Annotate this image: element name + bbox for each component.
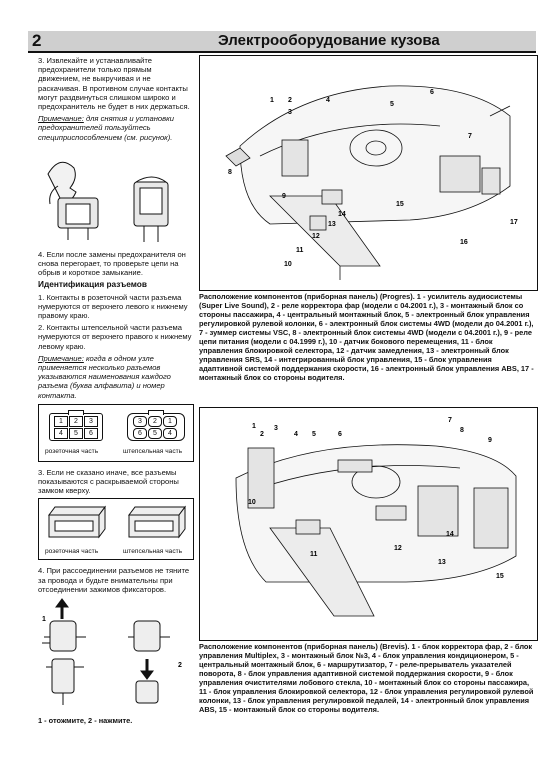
callout-number: 14: [338, 211, 346, 218]
socket-pin: 2: [69, 416, 83, 427]
plug-pin: 2: [148, 416, 162, 427]
plug-label: штепсельная часть: [123, 447, 183, 455]
plug-pin: 5: [148, 428, 162, 439]
note-label: Примечание:: [38, 353, 84, 363]
connector-view-illustration: [39, 499, 195, 545]
callout-number: 4: [294, 431, 298, 438]
callout-number: 10: [284, 261, 292, 268]
callout-number: 5: [390, 101, 394, 108]
page-title: Электрооборудование кузова: [218, 32, 440, 49]
note-fuse-tool: [38, 114, 194, 142]
plug-pin: 1: [163, 416, 177, 427]
callout-number: 3: [288, 109, 292, 116]
page-header: [28, 31, 536, 53]
callout-number: 17: [510, 219, 518, 226]
callout-number: 11: [310, 551, 318, 558]
left-figure-caption: 1 - отожмите, 2 - нажмите.: [38, 716, 133, 725]
callout-number: 1: [270, 97, 274, 104]
figure-progres-caption: Расположение компонентов (приборная панель) (Progres). 1 - усилитель аудиосистемы (Super Live Sound), 2 - реле корректора фар (модели с 04.2001 г.), 3 - монтажный блок со стороны пассажира, 4 - центральный монтажный блок, 5 - электронный блок управления регулировкой рулевой колонки, 6 - электронный блок системы 4WD (модели до 04.2001 г.), 7 - зуммер системы VSC, 8 - электронный блок системы 4WD (модели с 04.2001 г.), 9 - реле цепи питания (модели с 04.1999 г.), 10 - датчик бокового перемещения, 11 - блок управления блокировкой селектора, 12 - датчик замедления, 13 - электронный блок управления SRS, 14 - интегрированный блок управления, 15 - блок управления адаптивной системой поддержания скорости, 16 - электронный блок управления ABS, 17 - монтажный блок со стороны водителя.: [199, 292, 534, 382]
callout-number: 14: [446, 531, 454, 538]
dashboard-diagram-progres: [200, 56, 537, 290]
fuse-tool-illustration: [38, 146, 194, 246]
note-text: для снятия и установки предохранителей пользуйтесь специприспособлением (см. рисунок).: [38, 114, 174, 142]
socket-label: розеточная часть: [45, 548, 99, 556]
callout-number: 15: [396, 201, 404, 208]
svg-text:2: 2: [178, 662, 182, 670]
callout-number: 11: [296, 247, 304, 254]
figure-progres: [199, 55, 538, 291]
callout-number: 7: [448, 417, 452, 424]
socket-pin: 5: [69, 428, 83, 439]
paragraph-fuse-replace: 4. Если после замены предохранителя он снова перегорает, то проверьте цепи на обрыв и короткое замыкание.: [38, 249, 186, 278]
callout-number: 13: [438, 559, 446, 566]
callout-number: 6: [430, 89, 434, 96]
callout-number: 16: [460, 239, 468, 246]
plug-label: штепсельная часть: [123, 548, 183, 556]
figure-brevis: [199, 407, 538, 641]
page-number: 2: [32, 31, 42, 50]
callout-number: 5: [312, 431, 316, 438]
disconnect-illustration: [38, 597, 194, 709]
plug-pin: 3: [133, 416, 147, 427]
paragraph-connector-view: 3. Если не сказано иначе, все разъемы показываются с раскрываемой стороны замком кверху.: [38, 467, 179, 496]
callout-number: 10: [248, 499, 256, 506]
plug-pin: 4: [163, 428, 177, 439]
callout-number: 13: [328, 221, 336, 228]
socket-pin: 6: [84, 428, 98, 439]
dashboard-diagram-brevis: [200, 408, 537, 640]
callout-number: 2: [260, 431, 264, 438]
plug-pin: 6: [133, 428, 147, 439]
callout-number: 9: [488, 437, 492, 444]
callout-number: 1: [252, 423, 256, 430]
callout-number: 12: [312, 233, 320, 240]
svg-text:1: 1: [42, 616, 46, 624]
note-label: Примечание:: [38, 114, 84, 124]
callout-number: 15: [496, 573, 504, 580]
callout-number: 8: [460, 427, 464, 434]
connector-view-box: [38, 498, 194, 560]
callout-number: 7: [468, 133, 472, 140]
callout-number: 12: [394, 545, 402, 552]
callout-number: 4: [326, 97, 330, 104]
figure-brevis-caption: Расположение компонентов (приборная панель) (Brevis). 1 - блок корректора фар, 2 - блок управления Multiplex, 3 - монтажный блок №3, 4 - блок управления кондиционером, 5 - центральный монтажный блок, 6 - маршрутизатор, 7 - реле-прерыватель указателей поворота, 8 - блок управления адаптивной системой поддержания скорости, 9 - блок управления очистителями лобового стекла, 10 - монтажный блок со стороны пассажира, 11 - блок управления блокировкой селектора, 12 - блок управления регулировкой рулевой колонки, 13 - блок управления регулировкой педалей, 14 - электронный блок управления ABS, 15 - монтажный блок со стороны водителя.: [199, 642, 534, 714]
socket-pin: 4: [54, 428, 68, 439]
callout-number: 2: [288, 97, 292, 104]
left-column: [38, 56, 194, 711]
socket-label: розеточная часть: [45, 447, 99, 455]
paragraph-fuse-install: 3. Извлекайте и устанавливайте предохранители только прямым движением, не выкручивая и не раскачивая. В противном случае контакты могут раздвинуться слишком широко и предохранитель не будет в них держаться.: [38, 56, 190, 112]
socket-pin: 1: [54, 416, 68, 427]
note-text: когда в одном узле применяется несколько разъемов указываются наименования каждого разъема (буква алфавита) и номер контакта.: [38, 353, 171, 400]
callout-number: 6: [338, 431, 342, 438]
note-connector-naming: [38, 354, 194, 400]
socket-pin: 3: [84, 416, 98, 427]
callout-number: 8: [228, 169, 232, 176]
plug-connector: [127, 413, 185, 441]
paragraph-socket-numbering: 1. Контакты в розеточной части разъема нумеруются от верхнего левого к нижнему правому краю.: [38, 292, 188, 321]
callout-number: 9: [282, 193, 286, 200]
paragraph-disconnect: 4. При рассоединении разъемов не тяните за провода и будьте внимательны при отсоединении зажимов фиксаторов.: [38, 566, 190, 594]
connector-pinout-box: [38, 404, 194, 462]
socket-connector: [49, 413, 103, 441]
section-title: Идентификация разъемов: [38, 279, 147, 290]
paragraph-plug-numbering: 2. Контакты штепсельной части разъема нумеруются от верхнего правого к нижнему левому краю.: [38, 323, 192, 351]
callout-number: 3: [274, 425, 278, 432]
